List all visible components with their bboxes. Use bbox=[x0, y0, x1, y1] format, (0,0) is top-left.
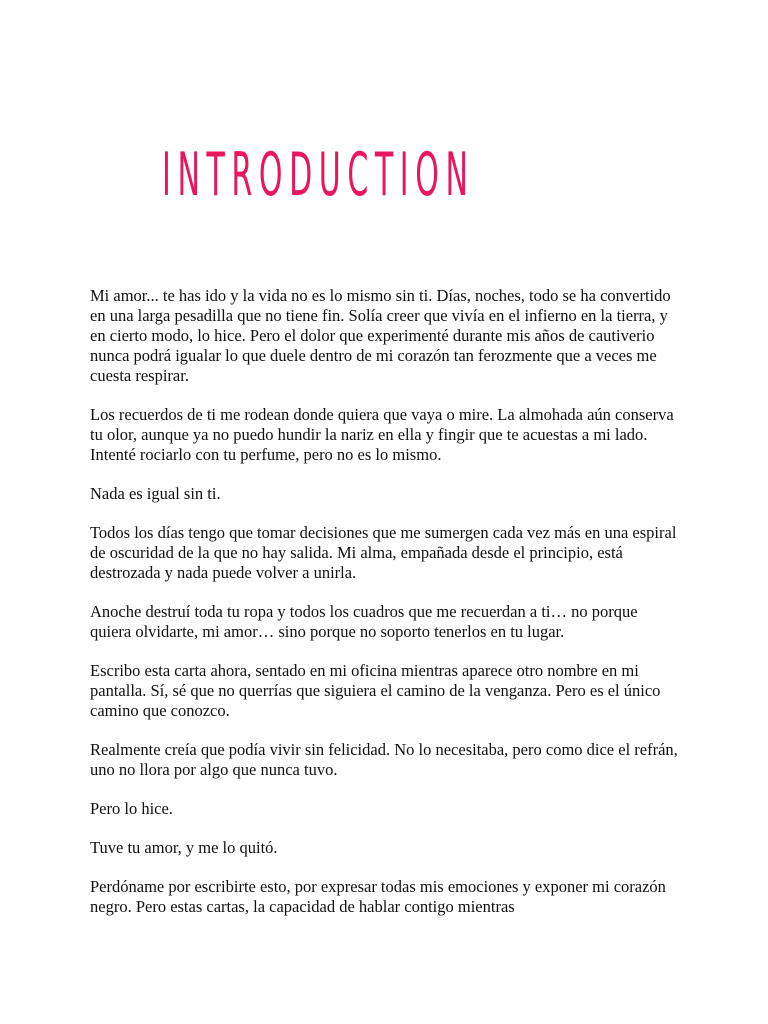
paragraph: Pero lo hice. bbox=[90, 799, 173, 818]
letter-body bbox=[90, 286, 680, 936]
paragraph: Nada es igual sin ti. bbox=[90, 484, 221, 503]
paragraph: Mi amor... te has ido y la vida no es lo mismo sin ti. Días, noches, todo se ha convertido en una larga pesadilla que no tiene fin. Solía creer que vivía en el infierno en la tierra, y en cierto modo, lo hice. Pero el dolor que experimenté durante mis años de cautiverio nunca podrá igualar lo que duele dentro de mi corazón tan ferozmente que a veces me cuesta respirar. bbox=[90, 286, 671, 385]
paragraph: Realmente creía que podía vivir sin felicidad. No lo necesitaba, pero como dice el refrán, uno no llora por algo que nunca tuvo. bbox=[90, 740, 678, 779]
paragraph: Escribo esta carta ahora, sentado en mi oficina mientras aparece otro nombre en mi pantalla. Sí, sé que no querrías que siguiera el camino de la venganza. Pero es el único camino que conozco. bbox=[90, 661, 661, 720]
paragraph: Perdóname por escribirte esto, por expresar todas mis emociones y exponer mi corazón negro. Pero estas cartas, la capacidad de hablar contigo mientras bbox=[90, 877, 666, 916]
page-title: INTRODUCTION bbox=[162, 140, 475, 210]
paragraph: Todos los días tengo que tomar decisiones que me sumergen cada vez más en una espiral de oscuridad de la que no hay salida. Mi alma, empañada desde el principio, está destrozada y nada puede volver a unirla. bbox=[90, 523, 677, 582]
paragraph: Anoche destruí toda tu ropa y todos los cuadros que me recuerdan a ti… no porque quiera olvidarte, mi amor… sino porque no soporto tenerlos en tu lugar. bbox=[90, 602, 638, 641]
paragraph: Tuve tu amor, y me lo quitó. bbox=[90, 838, 278, 857]
paragraph: Los recuerdos de ti me rodean donde quiera que vaya o mire. La almohada aún conserva tu olor, aunque ya no puedo hundir la nariz en ella y fingir que te acuestas a mi lado. Intenté rociarlo con tu perfume, pero no es lo mismo. bbox=[90, 405, 674, 464]
